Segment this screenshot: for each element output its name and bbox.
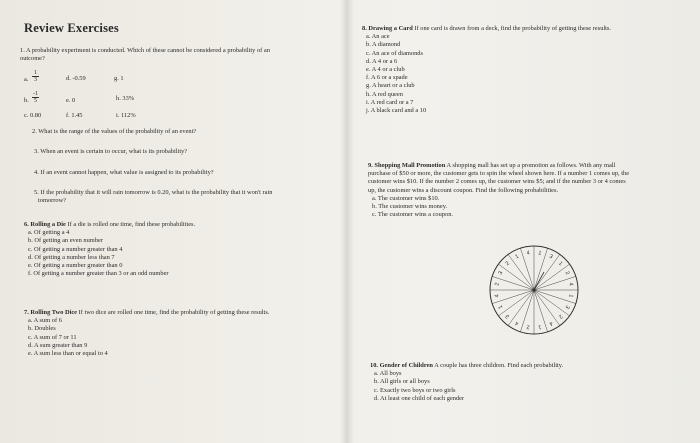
question-3: 3. When an event is certain to occur, what is its probability?	[34, 148, 188, 155]
q8-part: d. A 4 or a 6	[366, 57, 398, 65]
q1-a-numerator: 1	[34, 70, 37, 76]
page-fold	[340, 0, 354, 443]
q1-option-b-label: b.	[24, 97, 29, 104]
wheel-segment-label: 4	[494, 293, 501, 298]
q9-part: c. The customer wins a coupon.	[372, 211, 453, 219]
q1-option-e: e. 0	[66, 97, 76, 104]
q5-line-1: 5. If the probability that it will rain tomorrow is 0.20, what is the probability that it won't rain	[34, 189, 273, 196]
question-9	[368, 162, 629, 219]
wheel-segment-label: 3	[497, 270, 505, 276]
wheel-segment-label: 2	[556, 312, 564, 320]
q9-part: a. The customer wins $10.	[372, 194, 440, 202]
q7-stem: If two dice are rolled one time, find the probability of getting these results.	[78, 309, 270, 316]
wheel-spoke	[498, 264, 534, 290]
wheel-segment-label: 1	[556, 260, 564, 268]
wheel-segment-label: 4	[514, 319, 520, 327]
wheel-segment-label: 4	[567, 282, 574, 287]
wheel-segment-label: 3	[563, 304, 571, 310]
wheel-segment-label: 2	[563, 270, 571, 276]
q8-part: a. An ace	[366, 33, 390, 41]
q1-b-numerator: -1	[33, 91, 38, 97]
q8-part: h. A red queen	[366, 90, 403, 98]
q8-part: e. A 4 or a club	[366, 65, 405, 73]
q10-part: b. All girls or all boys	[374, 378, 430, 386]
wheel-segment-label: 2	[494, 282, 501, 287]
wheel-segment-label: 4	[548, 319, 554, 327]
question-6	[24, 221, 195, 278]
question-1	[20, 47, 270, 63]
q6-part: a. Of getting a 4	[28, 229, 70, 237]
wheel-spoke	[534, 290, 570, 316]
wheel-spoke	[498, 290, 534, 316]
q1-option-a-fraction	[32, 70, 39, 83]
q9-line: up, the customer wins a discount coupon. Find the following probabilities.	[368, 186, 559, 194]
q7-part: a. A sum of 6	[28, 317, 62, 325]
q9-line: purchase of $50 or more, the customer gets to spin the wheel shown here. If a number 1 comes up, the	[368, 170, 630, 178]
q1-b-denominator: 5	[34, 98, 37, 104]
q1-option-g: g. 1	[114, 75, 124, 82]
wheel-segment-label: 1	[497, 304, 505, 310]
q1-option-b-fraction	[32, 91, 39, 104]
q10-part: a. All boys	[374, 370, 402, 378]
q1-option-f: f. 1.45	[66, 112, 83, 119]
q8-part: b. A diamond	[366, 41, 401, 49]
wheel-segment-label: 1	[567, 293, 574, 298]
q7-part: e. A sum less than or equal to 4	[28, 349, 108, 357]
q8-part: g. A heart or a club	[366, 82, 415, 90]
q6-part: b. Of getting an even number	[28, 237, 103, 245]
q7-part: b. Doubles	[28, 325, 56, 333]
wheel-segment-label: 2	[504, 260, 512, 268]
q1-option-a-label: a.	[24, 76, 29, 83]
q6-part: f. Of getting a number greater than 3 or an odd number	[28, 270, 169, 278]
q6-part: e. Of getting a number greater than 0	[28, 261, 123, 269]
q9-part: b. The customer wins money.	[372, 202, 448, 210]
wheel-segment-label: 3	[548, 253, 554, 261]
wheel-spoke	[534, 264, 570, 290]
q9-line: A shopping mall has set up a promotion as follows. With any mall	[446, 162, 616, 169]
q1-option-d: d. -0.59	[66, 75, 86, 82]
q8-part: i. A red card or a 7	[366, 98, 414, 106]
q10-heading: 10. Gender of Children	[370, 362, 433, 369]
page-title: Review Exercises	[24, 21, 119, 35]
q1-stem-line-2: outcome?	[20, 55, 45, 63]
question-5	[34, 189, 272, 205]
q10-stem: A couple has three children. Find each probability.	[434, 362, 564, 369]
wheel-spoke	[508, 254, 534, 290]
wheel-segment-label: 1	[514, 253, 520, 261]
wheel-spoke	[534, 254, 560, 290]
q6-stem: If a die is rolled one time, find these probabilities.	[67, 221, 196, 228]
question-2: 2. What is the range of the values of the probability of an event?	[32, 128, 197, 135]
q5-line-2: tomorrow?	[38, 197, 67, 205]
wheel-segment-label: 3	[504, 312, 512, 320]
q6-part: d. Of getting a number less than 7	[28, 253, 115, 261]
wheel-segment-label: 4	[526, 250, 531, 257]
q8-part: c. An ace of diamonds	[366, 49, 423, 57]
wheel-segment-label: 1	[537, 323, 542, 330]
wheel-spoke	[534, 290, 560, 326]
q9-line: customer wins $10. If the number 2 comes up, the customer wins $5; and if the number 3 or 4 comes	[368, 178, 626, 186]
q1-option-i: i. 112%	[116, 112, 136, 119]
q8-part: j. A black card and a 10	[366, 106, 427, 114]
question-7	[24, 309, 269, 358]
q7-part: d. A sum greater than 9	[28, 341, 88, 349]
q7-heading: 7. Rolling Two Dice	[24, 309, 78, 316]
q6-part: c. Of getting a number greater than 4	[28, 245, 123, 253]
q1-stem-line-1: 1. A probability experiment is conducted. Which of these cannot be considered a probability of an	[20, 47, 270, 54]
spinner-wheel	[486, 242, 582, 338]
q1-a-denominator: 3	[34, 77, 37, 83]
wheel-segment-label: 1	[537, 250, 542, 257]
wheel-spoke	[508, 290, 534, 326]
q1-option-h: h. 33%	[116, 95, 135, 102]
question-10	[370, 362, 563, 403]
q1-option-c: c. 0.80	[24, 112, 42, 119]
q7-part: c. A sum of 7 or 11	[28, 333, 77, 341]
wheel-segment-label: 2	[526, 323, 531, 330]
q6-heading: 6. Rolling a Die	[24, 221, 66, 228]
q1-options	[24, 70, 324, 130]
q10-part: d. At least one child of each gender	[374, 394, 465, 402]
question-8	[362, 25, 611, 115]
q8-part: f. A 6 or a spade	[366, 74, 408, 82]
question-4: 4. If an event cannot happen, what value is assigned to its probability?	[34, 169, 214, 176]
q8-heading: 8. Drawing a Card	[362, 25, 413, 32]
q10-part: c. Exactly two boys or two girls	[374, 386, 456, 394]
q8-stem: If one card is drawn from a deck, find the probability of getting these results.	[414, 25, 612, 32]
q9-heading: 9. Shopping Mall Promotion	[368, 162, 446, 169]
